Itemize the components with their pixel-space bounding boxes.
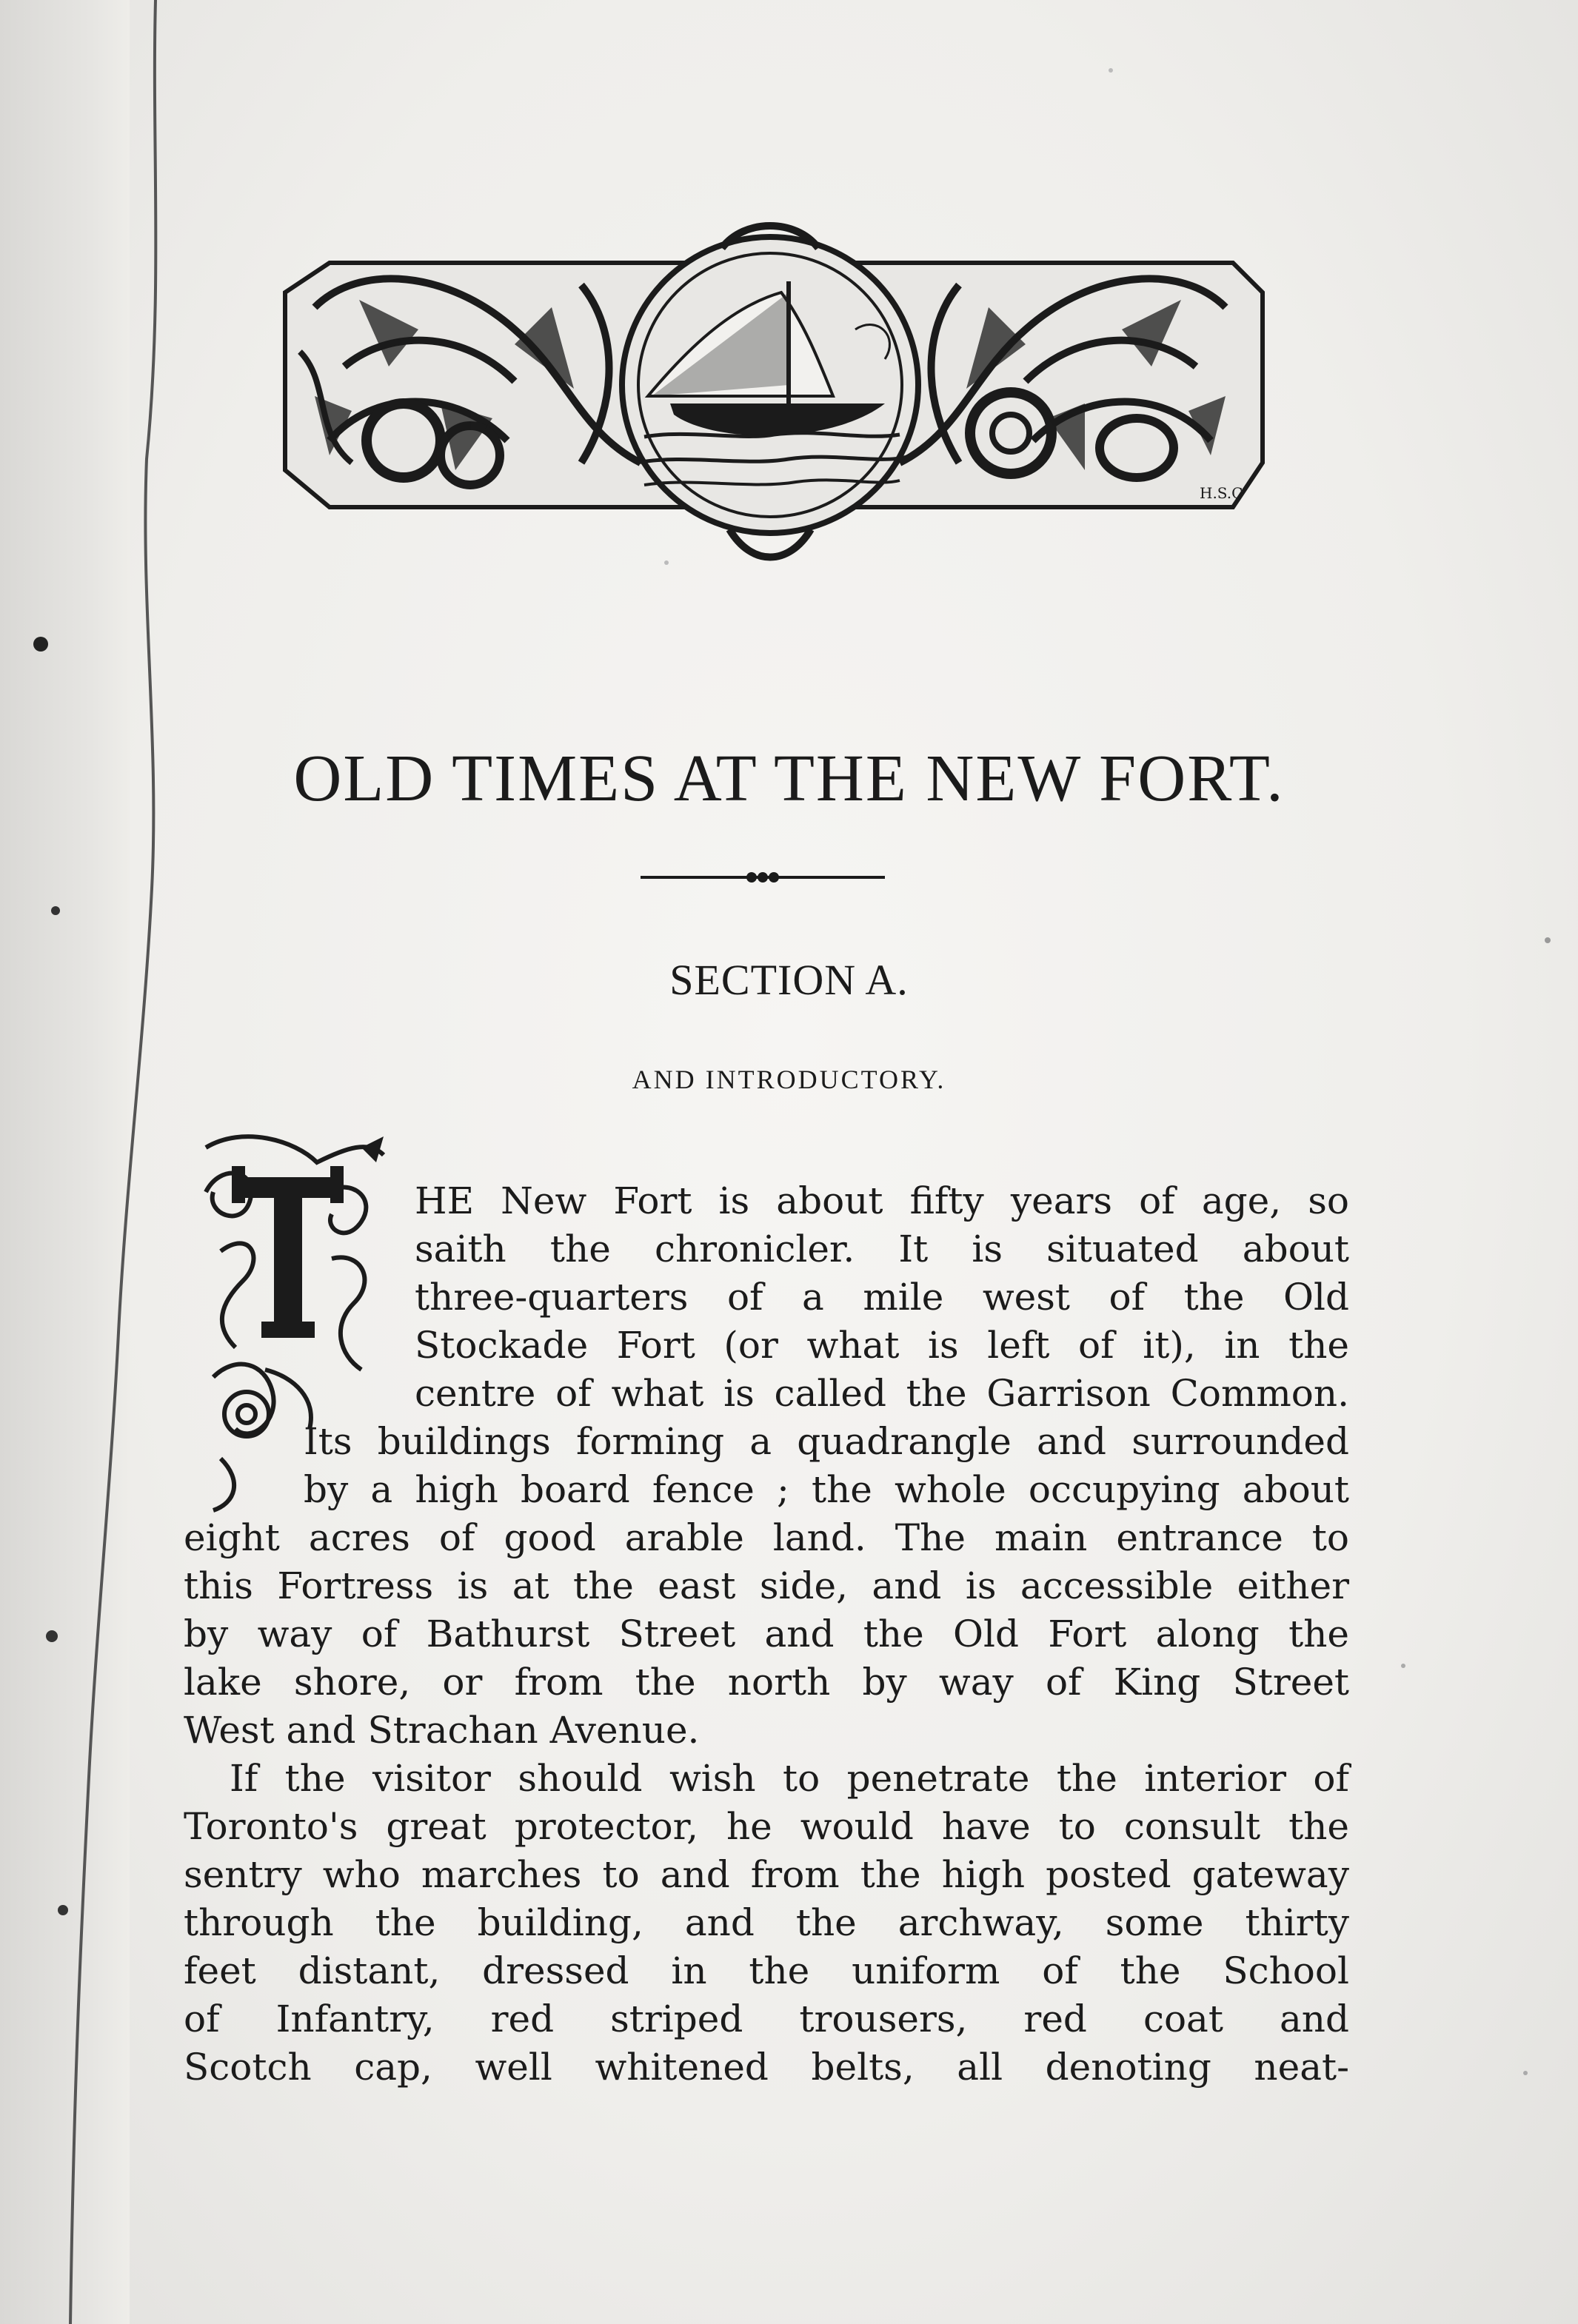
body-line: lake shore, or from the north by way of King Street [184,1661,1349,1704]
body-line: of Infantry, red striped trousers, red coat and [184,1997,1349,2040]
body-line: through the building, and the archway, some thirty [184,1901,1349,1944]
body-line: sentry who marches to and from the high posted gateway [184,1853,1349,1896]
body-line: eight acres of good arable land. The main entrance to [184,1516,1349,1559]
body-line: Toronto's great protector, he would have to consult the [184,1805,1349,1848]
body-line: Stockade Fort (or what is left of it), in the [415,1324,1349,1367]
section-heading: SECTION A. [669,956,909,1004]
page-title: OLD TIMES AT THE NEW FORT. [293,742,1285,815]
body-line: by a high board fence ; the whole occupying about [304,1468,1349,1511]
body-line: West and Strachan Avenue. [184,1709,700,1752]
engraver-mark: H.S.C [1200,484,1243,502]
body-line: centre of what is called the Garrison Common. [415,1372,1349,1415]
section-subtitle: AND INTRODUCTORY. [632,1065,946,1094]
body-line: by way of Bathurst Street and the Old Fort along the [184,1613,1349,1655]
body-line: three-quarters of a mile west of the Old [415,1276,1349,1319]
body-line: If the visitor should wish to penetrate the interior of [230,1757,1349,1800]
body-line: Scotch cap, well whitened belts, all denoting neat- [184,2046,1349,2089]
body-line: HE New Fort is about fifty years of age, so [415,1179,1349,1222]
body-line: feet distant, dressed in the uniform of the School [184,1949,1349,1992]
body-line: Its buildings forming a quadrangle and surrounded [304,1420,1349,1463]
body-line: this Fortress is at the east side, and is accessible either [184,1564,1349,1607]
body-line: saith the chronicler. It is situated about [415,1228,1349,1270]
